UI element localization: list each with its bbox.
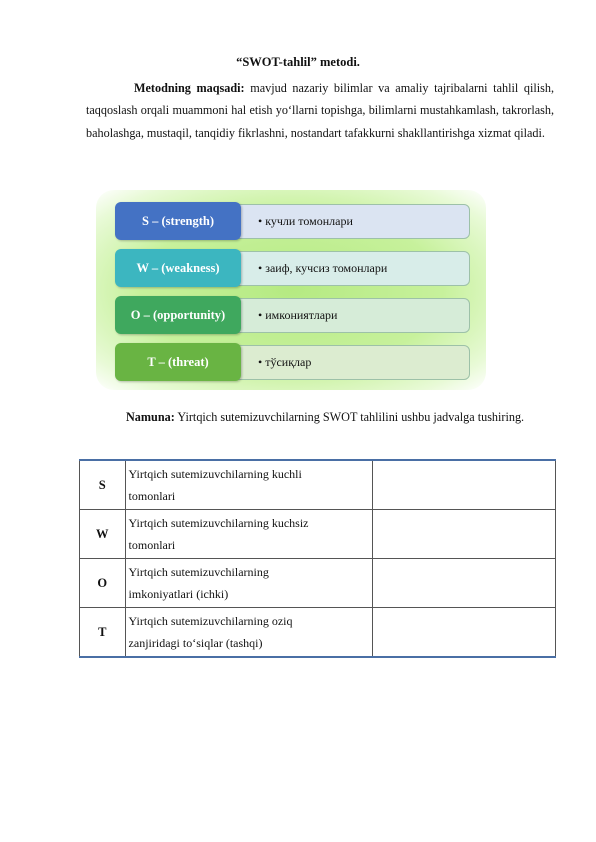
table-cell-line2: imkoniyatlari (ichki) — [128, 587, 229, 601]
table-row — [80, 460, 556, 510]
swot-label-weakness: W – (weakness) — [115, 249, 241, 287]
title-suffix: . — [356, 55, 360, 69]
purpose-text: mavjud nazariy bilimlar va amaliy tajribalarni tahlil qilish, taqqoslash orqali muammoni hal etish yo‘llarni topishga, bilimlarni mustahkamlash, takrorlash, baholashga, mustaqil, tanqidiy fikrlashni, nostandart tafakkurni shakllantirishga xizmat qiladi. — [86, 81, 554, 140]
table-cell-line1: Yirtqich sutemizuvchilarning oziq — [128, 614, 293, 628]
table-row — [80, 559, 556, 608]
table-cell-letter: W — [80, 510, 126, 559]
swot-desc-strength: • кучли томонлари — [233, 204, 470, 239]
swot-row-weakness — [115, 249, 472, 287]
title-text: “SWOT-tahlil” metodi — [236, 55, 357, 69]
table-cell-line2: tomonlari — [128, 538, 176, 552]
example-text: Yirtqich sutemizuvchilarning SWOT tahlilini ushbu jadvalga tushiring. — [174, 410, 525, 424]
table-cell-letter: O — [80, 559, 126, 608]
table-cell-line2: zanjiridagi to‘siqlar (tashqi) — [128, 636, 263, 650]
example-paragraph — [86, 406, 554, 428]
table-cell-description — [125, 608, 372, 658]
table-cell-description — [125, 510, 372, 559]
table-row — [80, 608, 556, 658]
swot-diagram — [96, 190, 486, 390]
swot-desc-threat: • тўсиқлар — [233, 345, 470, 380]
swot-label-strength: S – (strength) — [115, 202, 241, 240]
table-cell-line1: Yirtqich sutemizuvchilarning — [128, 565, 269, 579]
swot-row-opportunity — [115, 296, 472, 334]
table-cell-answer[interactable] — [372, 510, 555, 559]
table-cell-description — [125, 559, 372, 608]
swot-row-threat — [115, 343, 472, 381]
swot-label-threat: T – (threat) — [115, 343, 241, 381]
swot-desc-weakness: • заиф, кучсиз томонлари — [233, 251, 470, 286]
table-cell-answer[interactable] — [372, 559, 555, 608]
example-label: Namuna: — [126, 410, 175, 424]
table-cell-answer[interactable] — [372, 460, 555, 510]
swot-table — [79, 459, 556, 658]
purpose-paragraph — [86, 77, 554, 144]
table-cell-letter: T — [80, 608, 126, 658]
swot-desc-opportunity: • имкониятлари — [233, 298, 470, 333]
table-cell-line2: tomonlari — [128, 489, 176, 503]
table-cell-description — [125, 460, 372, 510]
table-cell-letter: S — [80, 460, 126, 510]
swot-label-opportunity: O – (opportunity) — [115, 296, 241, 334]
table-cell-line1: Yirtqich sutemizuvchilarning kuchsiz — [128, 516, 309, 530]
table-row — [80, 510, 556, 559]
table-cell-answer[interactable] — [372, 608, 555, 658]
page-title — [0, 55, 596, 70]
table-cell-line1: Yirtqich sutemizuvchilarning kuchli — [128, 467, 302, 481]
swot-row-strength — [115, 202, 472, 240]
purpose-label: Metodning maqsadi: — [134, 81, 245, 95]
